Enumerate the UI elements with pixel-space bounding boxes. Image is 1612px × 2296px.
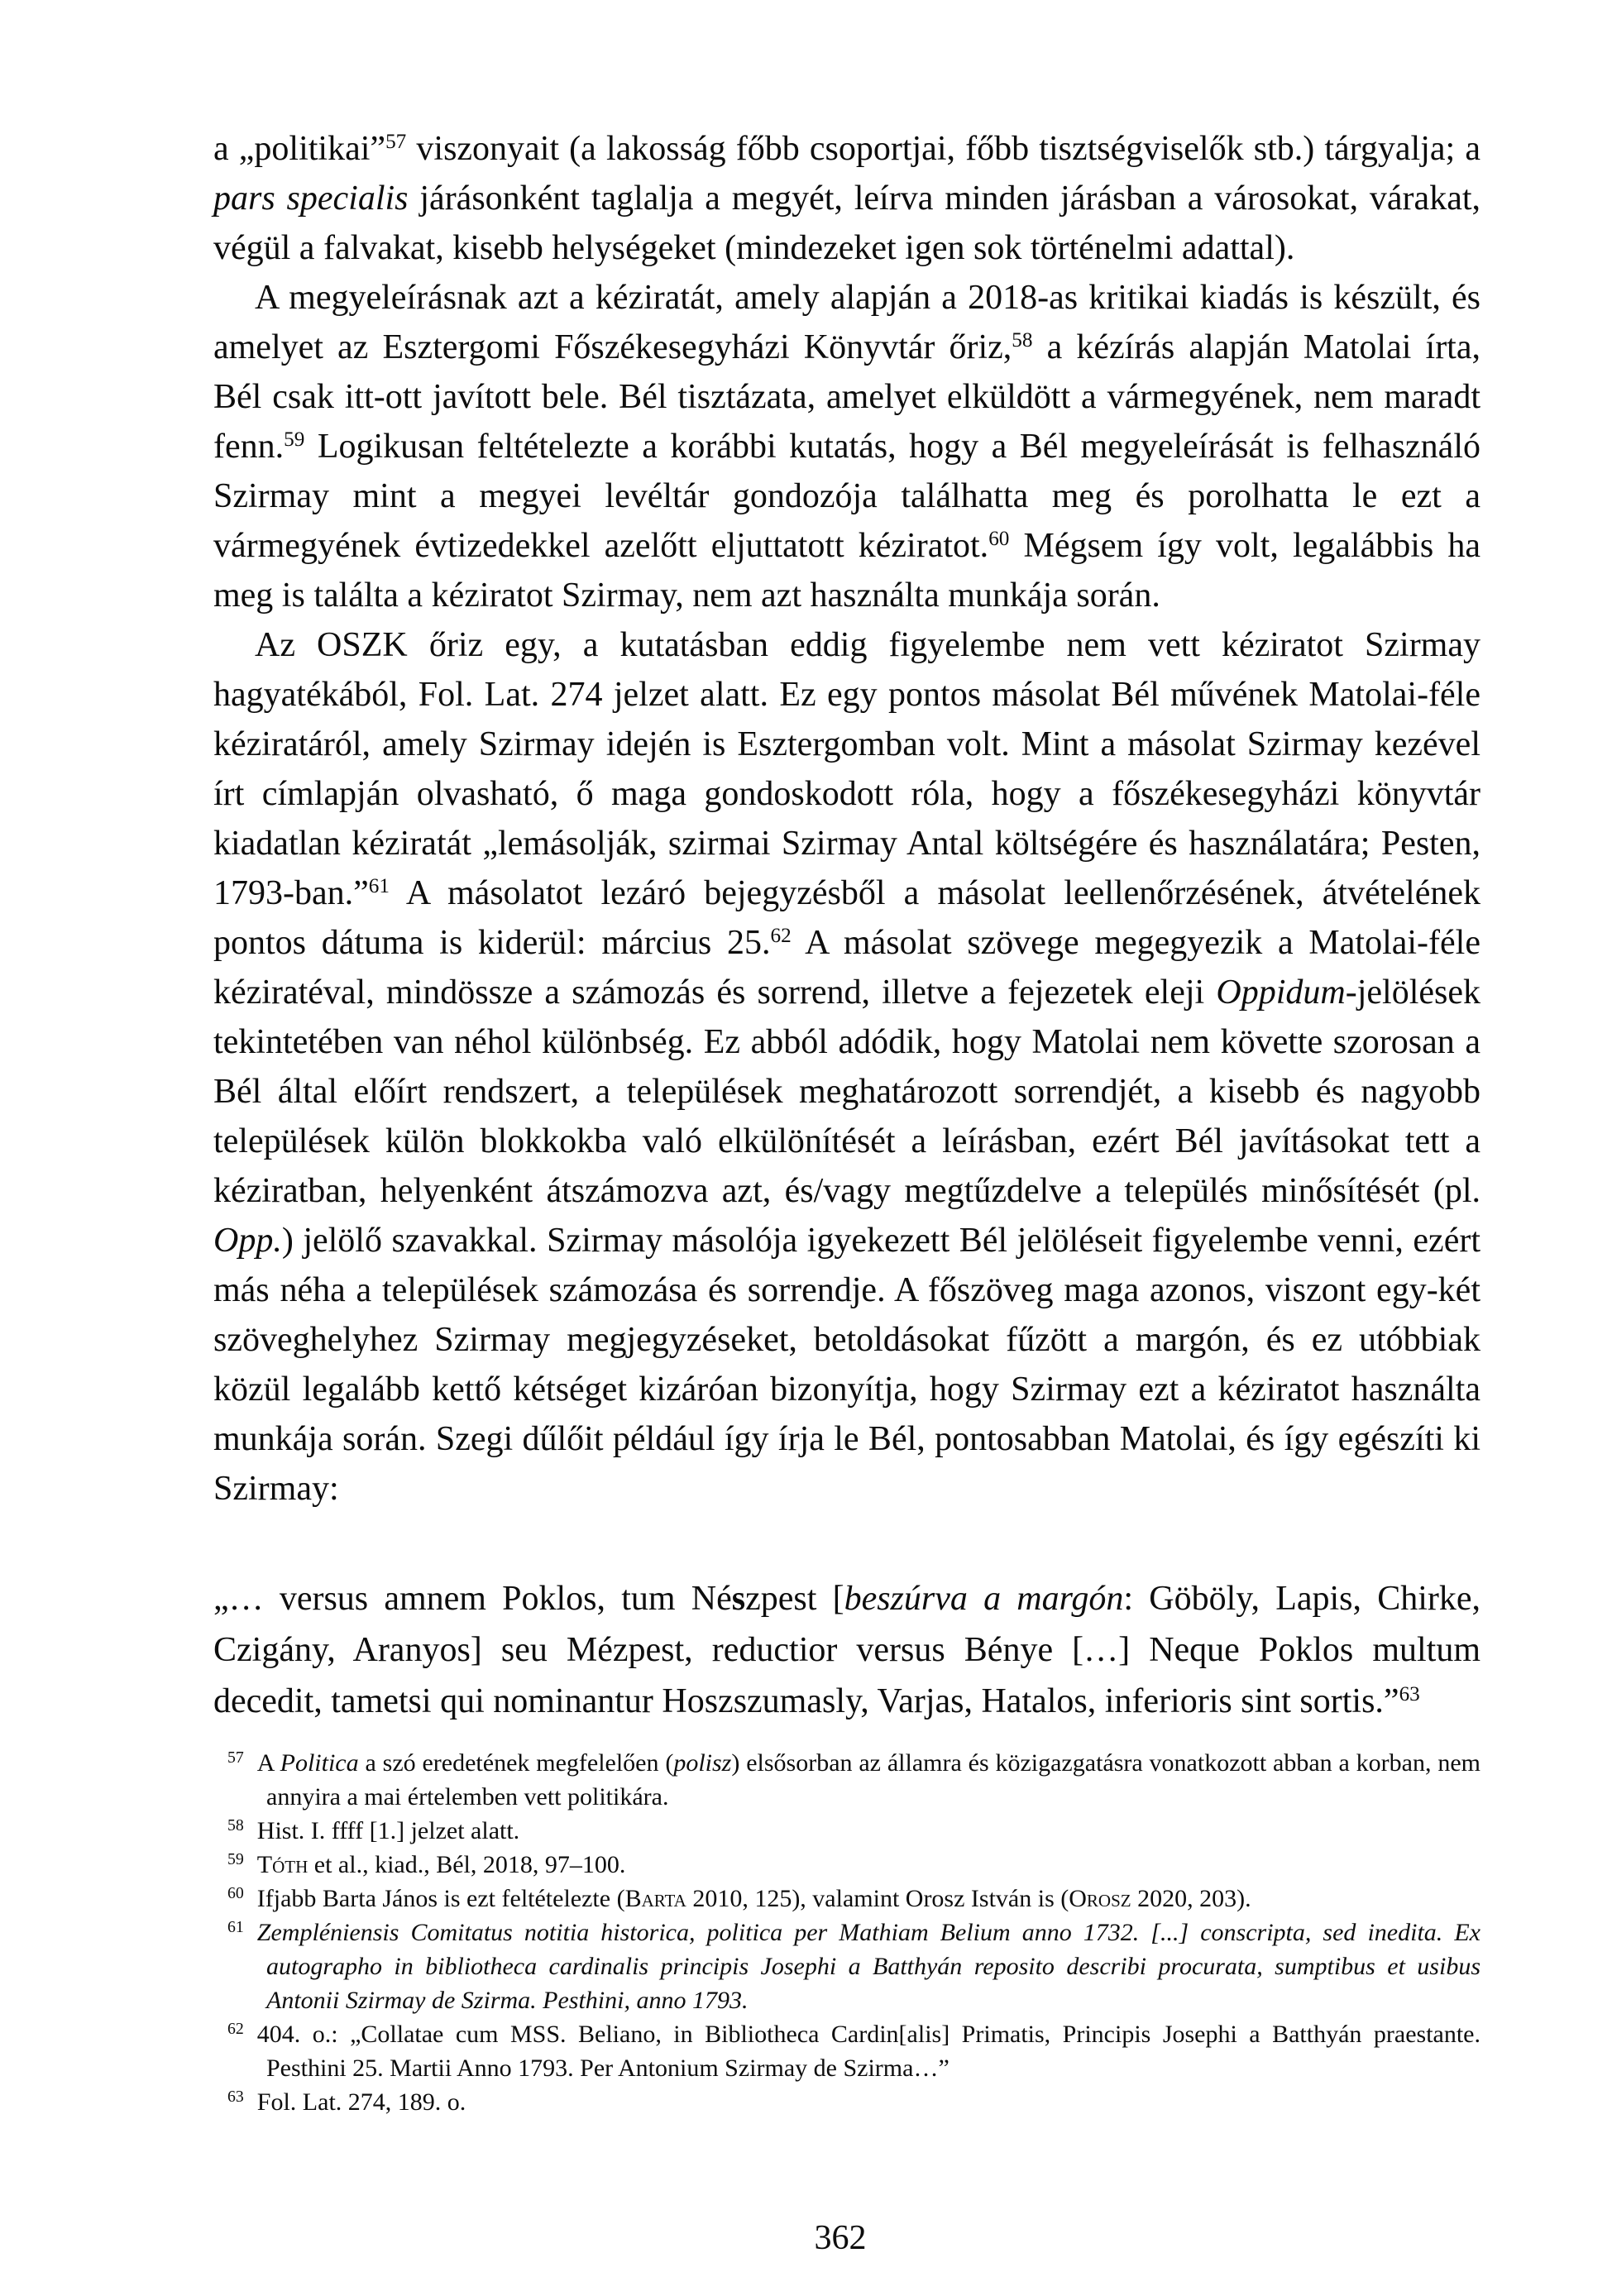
- body-paragraph: [213, 620, 1480, 1514]
- text-run: Barta: [624, 1885, 686, 1912]
- text-run: zpest [: [745, 1580, 844, 1618]
- footnote-ref: 63: [1399, 1683, 1420, 1706]
- footnote: [213, 2017, 1480, 2085]
- text-run: 2020, 203).: [1131, 1885, 1251, 1912]
- text-run: -jelölések tekintetében van néhol különbség. Ez abból adódik, hogy Matolai nem követte szorosan a Bél által előírt rendszert, a települések meghatározott sorrendjét, a kisebb és nagyobb települések külön blokkokba való elkülönítését a leírásban, ezért Bél javításokat tett a kéziratban, helyenként átszámozva azt, és/vagy megtűzdelve a település minősítését (pl.: [213, 973, 1480, 1210]
- footnote-number: 58: [227, 1816, 244, 1835]
- text-run: Mégsem így volt, legalábbis ha meg is találta a kéziratot Szirmay, nem azt használta munkája során.: [213, 527, 1480, 615]
- text-run: Zempléniensis Comitatus notitia historica, politica per Mathiam Belium anno 1732. [...] conscripta, sed inedita. Ex autographo in bibliotheca cardinalis principis Josephi a Batthyán reposito describi procurata, sumptibus et usibus Antonii Szirmay de Szirma. Pesthini, anno 1793.: [256, 1919, 1480, 2014]
- footnote: [213, 1882, 1480, 1916]
- footnote-ref: 62: [770, 925, 792, 948]
- text-run: „… versus amnem Poklos, tum Né: [213, 1580, 732, 1618]
- body-text: [213, 124, 1480, 1514]
- footnote: [213, 1746, 1480, 1814]
- footnote-number: 62: [227, 2020, 244, 2039]
- footnote-ref: 61: [368, 875, 390, 898]
- text-run: A: [256, 1749, 280, 1777]
- text-run: 404. o.: „Collatae cum MSS. Beliano, in Bibliotheca Cardin[alis] Primatis, Principis Josephi a Batthyán praestante. Pesthini 25. Martii Anno 1793. Per Antonium Szirmay de Szirma…”: [256, 2021, 1480, 2082]
- text-run: a kézírás alapján Matolai írta, Bél csak itt-ott javított bele. Bél tisztázata, amelyet elküldött a vármegyének, nem maradt fenn.: [213, 328, 1480, 466]
- footnote: [213, 1916, 1480, 2017]
- text-run: a „politikai”: [213, 130, 386, 168]
- text-run: pars specialis: [213, 179, 409, 218]
- text-run: Politica: [280, 1749, 359, 1777]
- text-run: Logikusan feltételezte a korábbi kutatás, hogy a Bél megyeleírását is felhasználó Szirmay mint a megyei levéltár gondozója találhatta meg és porolhatta le ezt a vármegyének évtizedekkel azelőtt eljuttatott kéziratot.: [213, 428, 1480, 565]
- body-paragraph: [213, 124, 1480, 273]
- footnote-number: 60: [227, 1884, 244, 1903]
- text-run: Az OSZK őriz egy, a kutatásban eddig figyelembe nem vett kéziratot Szirmay hagyatékából, Fol. Lat. 274 jelzet alatt. Ez egy pontos másolat Bél művének Matolai-féle kéziratáról, amely Szirmay idején is Esztergomban volt. Mint a másolat Szirmay kezével írt címlapján olvasható, ő maga gondoskodott róla, hogy a főszékesegyházi könyvtár kiadatlan kéziratát „lemásolják, szirmai Szirmay Antal költségére és használatára; Pesten, 1793-ban.”: [213, 626, 1480, 912]
- text-run: Orosz: [1069, 1885, 1131, 1912]
- footnote-ref: 57: [385, 131, 407, 154]
- footnote: [213, 1848, 1480, 1882]
- page-number: 362: [814, 2219, 867, 2257]
- text-run: polisz: [673, 1749, 732, 1777]
- text-run: Opp.: [213, 1222, 282, 1260]
- text-run: et al., kiad., Bél, 2018, 97–100.: [308, 1851, 626, 1878]
- text-run: Hist. I. ffff [1.] jelzet alatt.: [256, 1817, 520, 1844]
- text-run: a szó eredetének megfelelően (: [358, 1749, 674, 1777]
- footnote-number: 61: [227, 1918, 244, 1937]
- footnote-number: 63: [227, 2088, 244, 2107]
- text-run: ) elsősorban az államra és közigazgatásra vonatkozott abban a korban, nem annyira a mai értelemben vett politikára.: [266, 1749, 1480, 1810]
- text-run: járásonként taglalja a megyét, leírva minden járásban a városokat, várakat, végül a falvakat, kisebb helységeket (mindezeket igen sok történelmi adattal).: [213, 179, 1480, 267]
- text-run: : Göböly, Lapis, Chirke, Czigány, Aranyos] seu Mézpest, reductior versus Bénye […] Neque Poklos multum decedit, tametsi qui nominantur Hoszszumasly, Varjas, Hatalos, inferioris sint sortis.”: [213, 1580, 1481, 1720]
- footnote-ref: 58: [1012, 329, 1033, 352]
- text-run: 2010, 125), valamint Orosz István is (: [686, 1885, 1069, 1912]
- block-quote: [213, 1573, 1480, 1727]
- text-run: beszúrva a margón: [844, 1580, 1124, 1618]
- text-run: Ifjabb Barta János is ezt feltételezte (: [256, 1885, 625, 1912]
- text-run: A másolatot lezáró bejegyzésből a másolat leellenőrzésének, átvételének pontos dátuma is kiderül: március 25.: [213, 874, 1480, 962]
- text-run: A megyeleírásnak azt a kéziratát, amely alapján a 2018-as kritikai kiadás is készült, és amelyet az Esztergomi Főszékesegyházi Könyvtár őriz,: [213, 279, 1480, 366]
- text-run: ) jelölő szavakkal. Szirmay másolója igyekezett Bél jelöléseit figyelembe venni, ezért más néha a települések számozása és sorrendje. A főszöveg maga azonos, viszont egy-két szöveghelyhez Szirmay megjegyzéseket, betoldásokat fűzött a margón, és ez utóbbiak közül legalább kettő kétséget kizáróan bizonyítja, hogy Szirmay ezt a kéziratot használta munkája során. Szegi dűlőit például így írja le Bél, pontosabban Matolai, és így egészíti ki Szirmay:: [213, 1222, 1480, 1508]
- footnote-number: 57: [227, 1748, 244, 1767]
- text-run: Oppidum: [1216, 973, 1346, 1012]
- footnote-ref: 59: [284, 428, 305, 452]
- text-run: s: [731, 1580, 746, 1618]
- body-paragraph: [213, 273, 1480, 620]
- text-run: A másolat szövege megegyezik a Matolai-féle kéziratéval, mindössze a számozás és sorrend, illetve a fejezetek eleji: [213, 924, 1480, 1012]
- text-run: Tóth: [256, 1851, 309, 1878]
- footnotes: [213, 1746, 1480, 2119]
- footnote-ref: 60: [988, 528, 1010, 551]
- footnote: [213, 2085, 1480, 2119]
- text-run: viszonyait (a lakosság főbb csoportjai, főbb tisztségviselők stb.) tárgyalja; a: [406, 130, 1480, 168]
- text-run: Fol. Lat. 274, 189. o.: [256, 2088, 466, 2116]
- footnote-number: 59: [227, 1850, 244, 1869]
- footnote: [213, 1814, 1480, 1848]
